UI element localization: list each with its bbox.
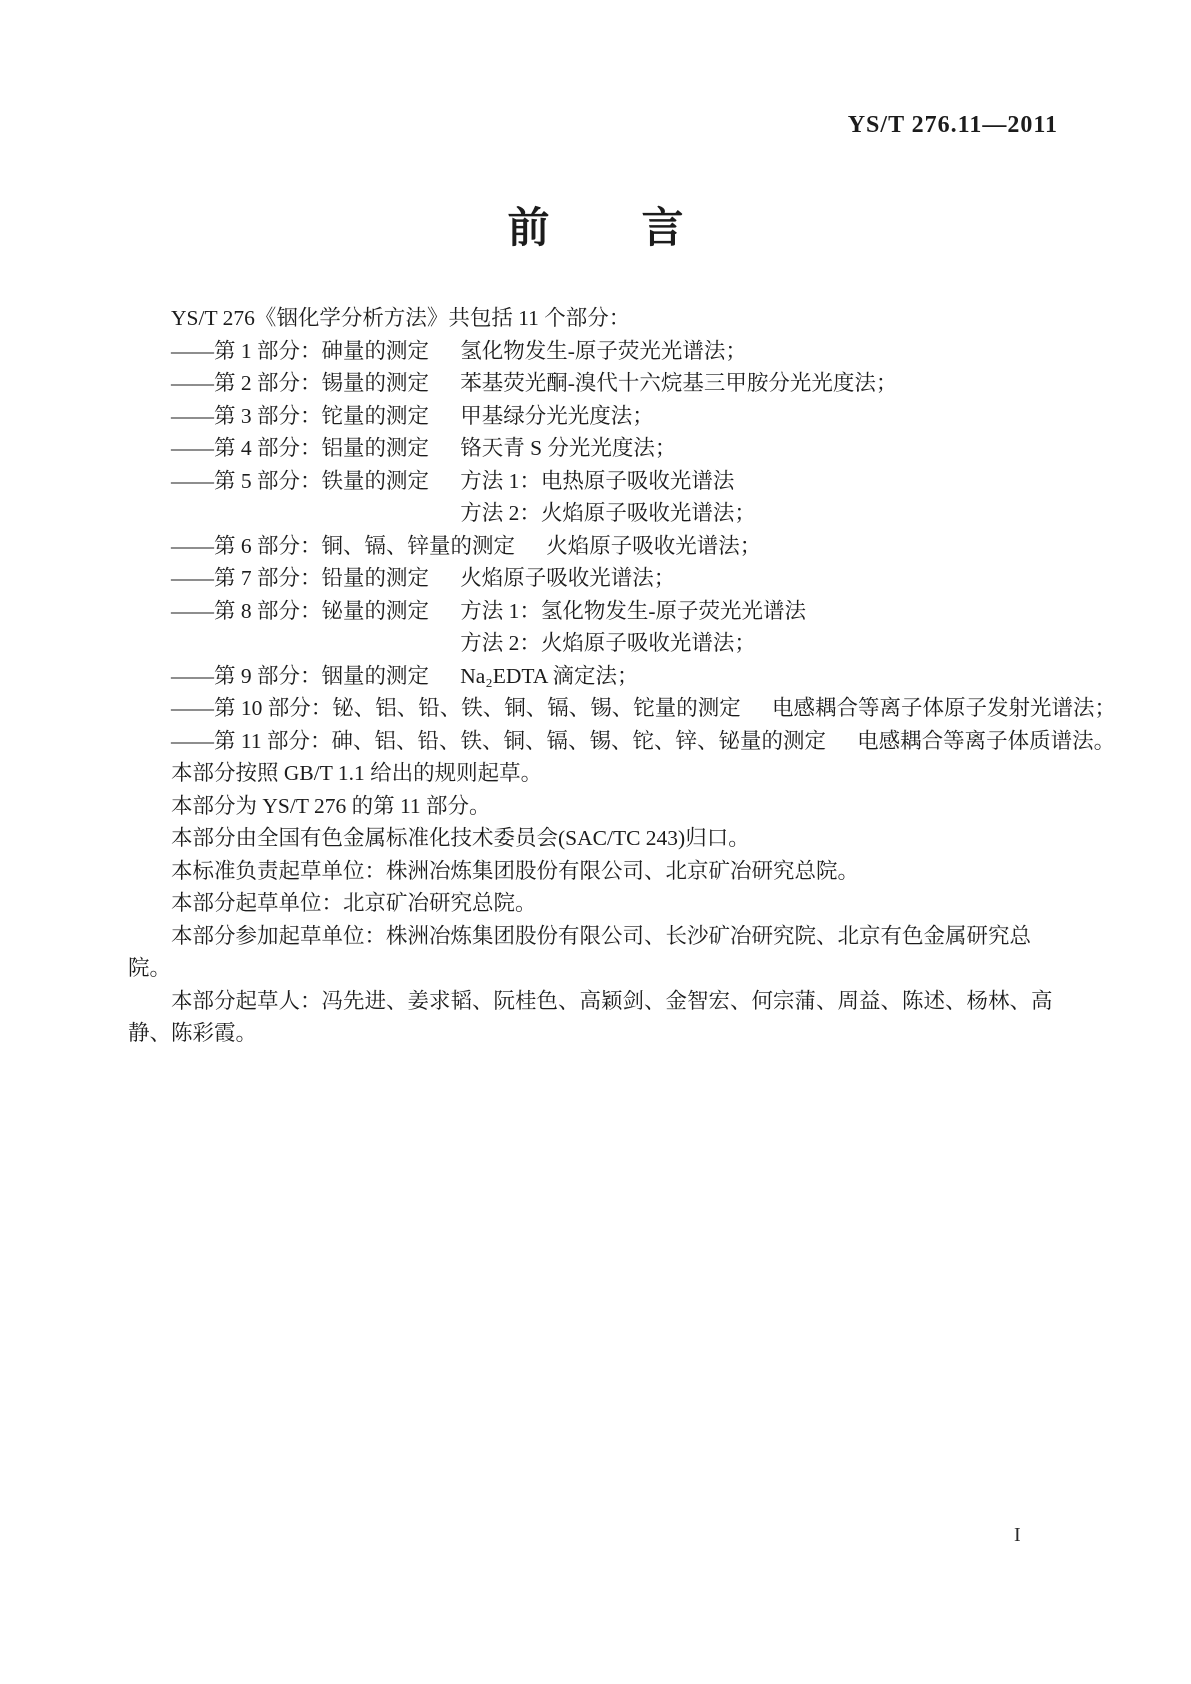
- part-methods: [460, 335, 747, 368]
- parts-list: [128, 335, 1116, 758]
- foreword-content: [128, 302, 1116, 1050]
- foreword-paragraph: 本部分由全国有色金属标准化技术委员会(SAC/TC 243)归口。: [171, 826, 750, 850]
- part-label: ——第 9 部分：铟量的测定: [171, 663, 430, 688]
- intro-paragraph: YS/T 276《铟化学分析方法》共包括 11 个部分：: [171, 306, 631, 330]
- standard-part-item: [128, 595, 1068, 660]
- method-line: 方法 1：氢化物发生-原子荧光光谱法: [460, 598, 806, 623]
- standard-part-item: [128, 530, 1068, 563]
- part-label: ——第 6 部分：铜、镉、锌量的测定: [171, 533, 516, 558]
- method-line: 甲基绿分光光度法；: [460, 403, 654, 428]
- standard-part-item: [128, 725, 1116, 758]
- part-label: ——第 4 部分：铝量的测定: [171, 436, 430, 460]
- method-line: 方法 2：火焰原子吸收光谱法；: [460, 501, 756, 525]
- method-line: Na₂EDTA 滴定法；: [460, 663, 639, 688]
- foreword-paragraphs: [128, 757, 1068, 1050]
- page-number: I: [1014, 1524, 1021, 1546]
- foreword-paragraph: 本部分按照 GB/T 1.1 给出的规则起草。: [171, 761, 543, 785]
- standard-part-item: [128, 692, 1116, 725]
- part-methods: [460, 432, 676, 465]
- standard-part-item: [128, 562, 1068, 595]
- part-label: ——第 5 部分：铁量的测定: [171, 468, 430, 493]
- page-title-char: 前: [507, 204, 550, 251]
- part-label: ——第 3 部分：铊量的测定: [171, 403, 430, 428]
- part-methods: [857, 725, 1115, 758]
- method-line: 火焰原子吸收光谱法；: [546, 533, 762, 558]
- part-methods: [460, 660, 638, 693]
- part-methods: [546, 530, 761, 563]
- method-line: 方法 1：电热原子吸收光谱法: [460, 468, 735, 493]
- standard-part-item: [128, 335, 1068, 368]
- standard-part-item: [128, 367, 1068, 400]
- part-methods: [460, 367, 897, 400]
- page-title: [0, 204, 1191, 252]
- foreword-paragraph: 本部分起草人：冯先进、姜求韬、阮桂色、高颖剑、金智宏、何宗蒲、周益、陈述、杨林、高静、陈彩霞。: [128, 988, 1053, 1045]
- method-line: 铬天青 S 分光光度法；: [460, 436, 677, 460]
- foreword-paragraph: 本部分为 YS/T 276 的第 11 部分。: [171, 793, 491, 818]
- foreword-paragraph: 本标准负责起草单位：株洲冶炼集团股份有限公司、北京矿冶研究总院。: [171, 858, 860, 883]
- part-methods: [460, 465, 756, 530]
- part-label: ——第 7 部分：铅量的测定: [171, 566, 430, 590]
- method-line: 电感耦合等离子体质谱法。: [857, 728, 1116, 753]
- part-label: ——第 11 部分：砷、铝、铅、铁、铜、镉、锡、铊、锌、铋量的测定: [171, 728, 826, 753]
- standard-part-item: [128, 432, 1068, 465]
- method-line: 电感耦合等离子体原子发射光谱法；: [771, 696, 1116, 720]
- method-line: 氢化物发生-原子荧光光谱法；: [460, 338, 747, 363]
- standard-part-item: [128, 400, 1068, 433]
- method-line: 方法 2：火焰原子吸收光谱法；: [460, 631, 756, 655]
- part-methods: [460, 400, 654, 433]
- doc-number: YS/T 276.11—2011: [847, 112, 1058, 138]
- part-label: ——第 8 部分：铋量的测定: [171, 598, 430, 623]
- method-line: 苯基荧光酮-溴代十六烷基三甲胺分光光度法；: [460, 371, 898, 395]
- part-methods: [460, 562, 675, 595]
- method-line: 火焰原子吸收光谱法；: [460, 566, 676, 590]
- part-label: ——第 2 部分：锡量的测定: [171, 371, 430, 395]
- foreword-paragraph: 本部分参加起草单位：株洲冶炼集团股份有限公司、长沙矿冶研究院、北京有色金属研究总院。: [128, 923, 1032, 980]
- page-title-char: 言: [641, 204, 684, 251]
- part-methods: [772, 692, 1116, 725]
- part-label: ——第 10 部分：铋、铝、铅、铁、铜、镉、锡、铊量的测定: [171, 696, 741, 720]
- foreword-paragraph: 本部分起草单位：北京矿冶研究总院。: [171, 891, 537, 915]
- part-methods: [460, 595, 806, 660]
- part-label: ——第 1 部分：砷量的测定: [171, 338, 430, 363]
- standard-part-item: [128, 465, 1068, 530]
- standard-part-item: [128, 660, 1068, 693]
